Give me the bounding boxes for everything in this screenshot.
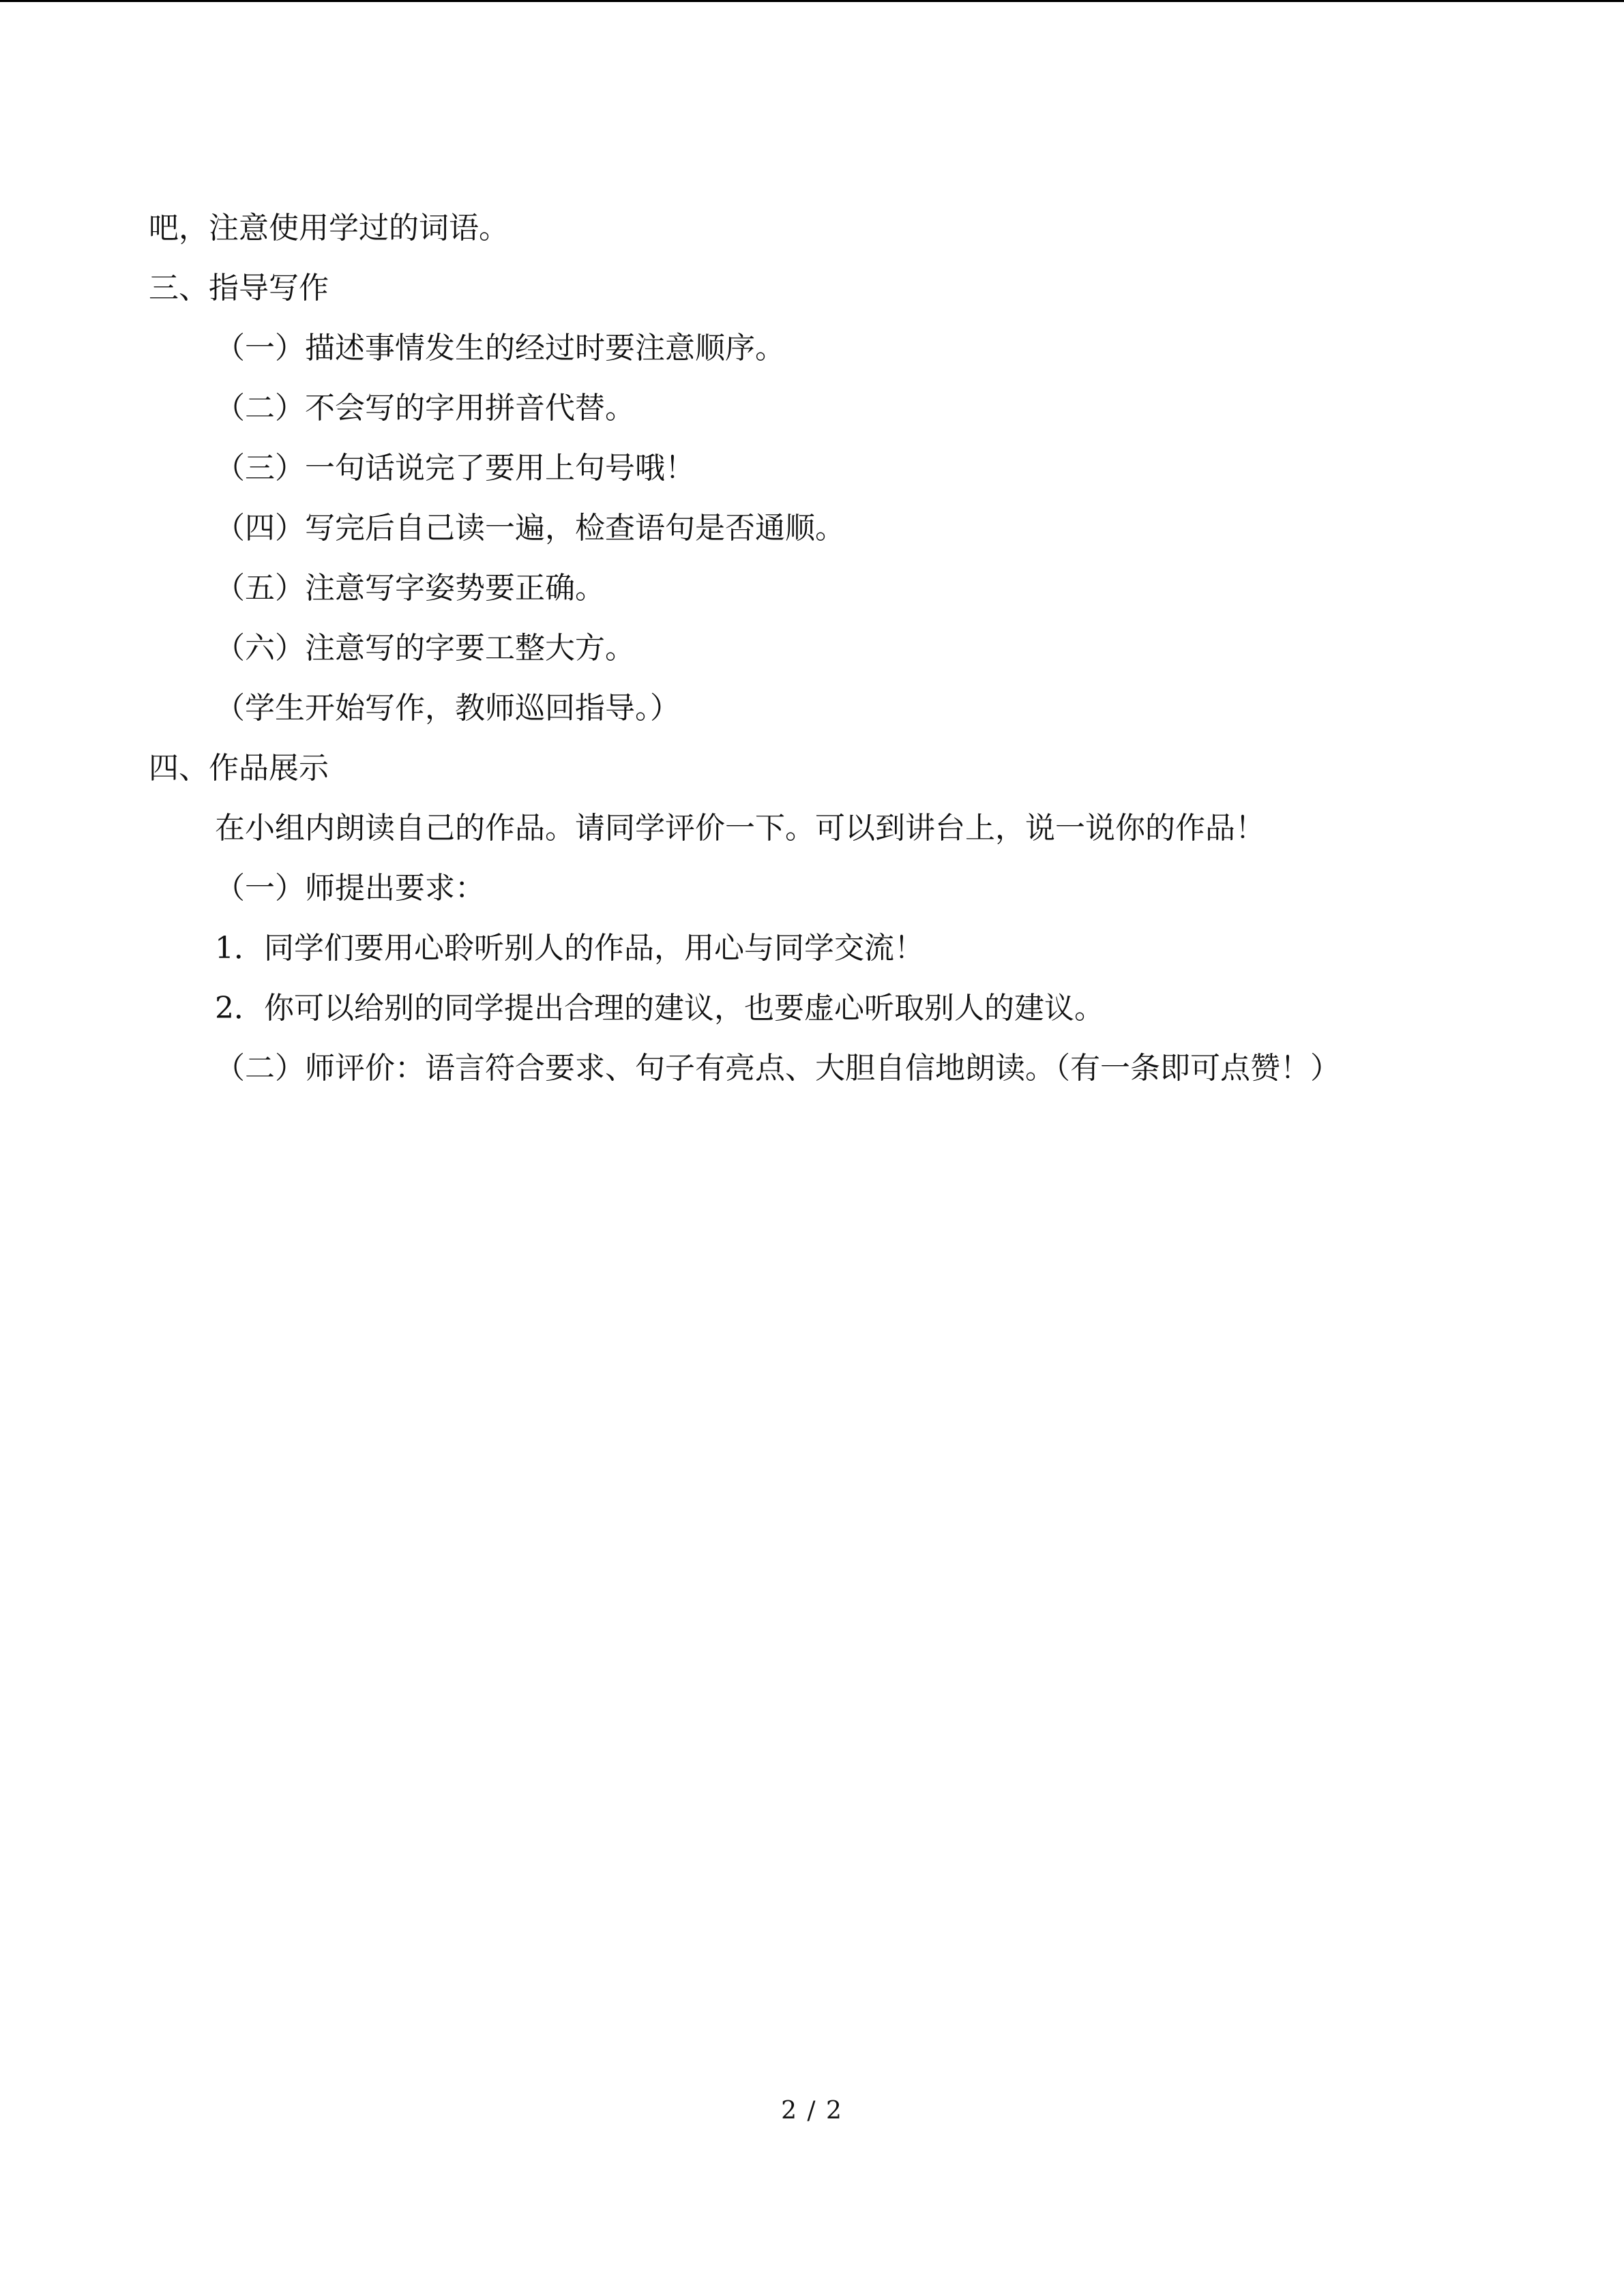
writing-tip-4: （四）写完后自己读一遍，检查语句是否通顺。 [215,511,845,546]
writing-tip-1: （一）描述事情发生的经过时要注意顺序。 [215,331,785,366]
continuation-line: 吧，注意使用学过的词语。 [149,211,509,245]
writing-tip-3: （三）一句话说完了要用上句号哦！ [215,451,695,486]
writing-tip-6: （六）注意写的字要工整大方。 [215,631,635,666]
section-heading-showcase: 四、作品展示 [149,751,329,786]
writing-note: （学生开始写作，教师巡回指导。） [215,691,680,726]
requirement-2: 2．你可以给别的同学提出合理的建议，也要虚心听取别人的建议。 [215,991,1104,1026]
section-heading-guide-writing: 三、指导写作 [149,271,329,305]
writing-tip-2: （二）不会写的字用拼音代替。 [215,391,635,426]
teacher-requirements-heading: （一）师提出要求： [215,871,485,906]
writing-tip-5: （五）注意写字姿势要正确。 [215,571,605,606]
page-number: 2 / 2 [781,2097,843,2125]
requirement-1: 1．同学们要用心聆听别人的作品，用心与同学交流！ [215,931,924,966]
showcase-instruction: 在小组内朗读自己的作品。请同学评价一下。可以到讲台上，说一说你的作品！ [215,811,1265,846]
teacher-evaluation: （二）师评价：语言符合要求、句子有亮点、大胆自信地朗读。（有一条即可点赞！） [215,1051,1340,1086]
top-border-line [0,0,1624,2]
